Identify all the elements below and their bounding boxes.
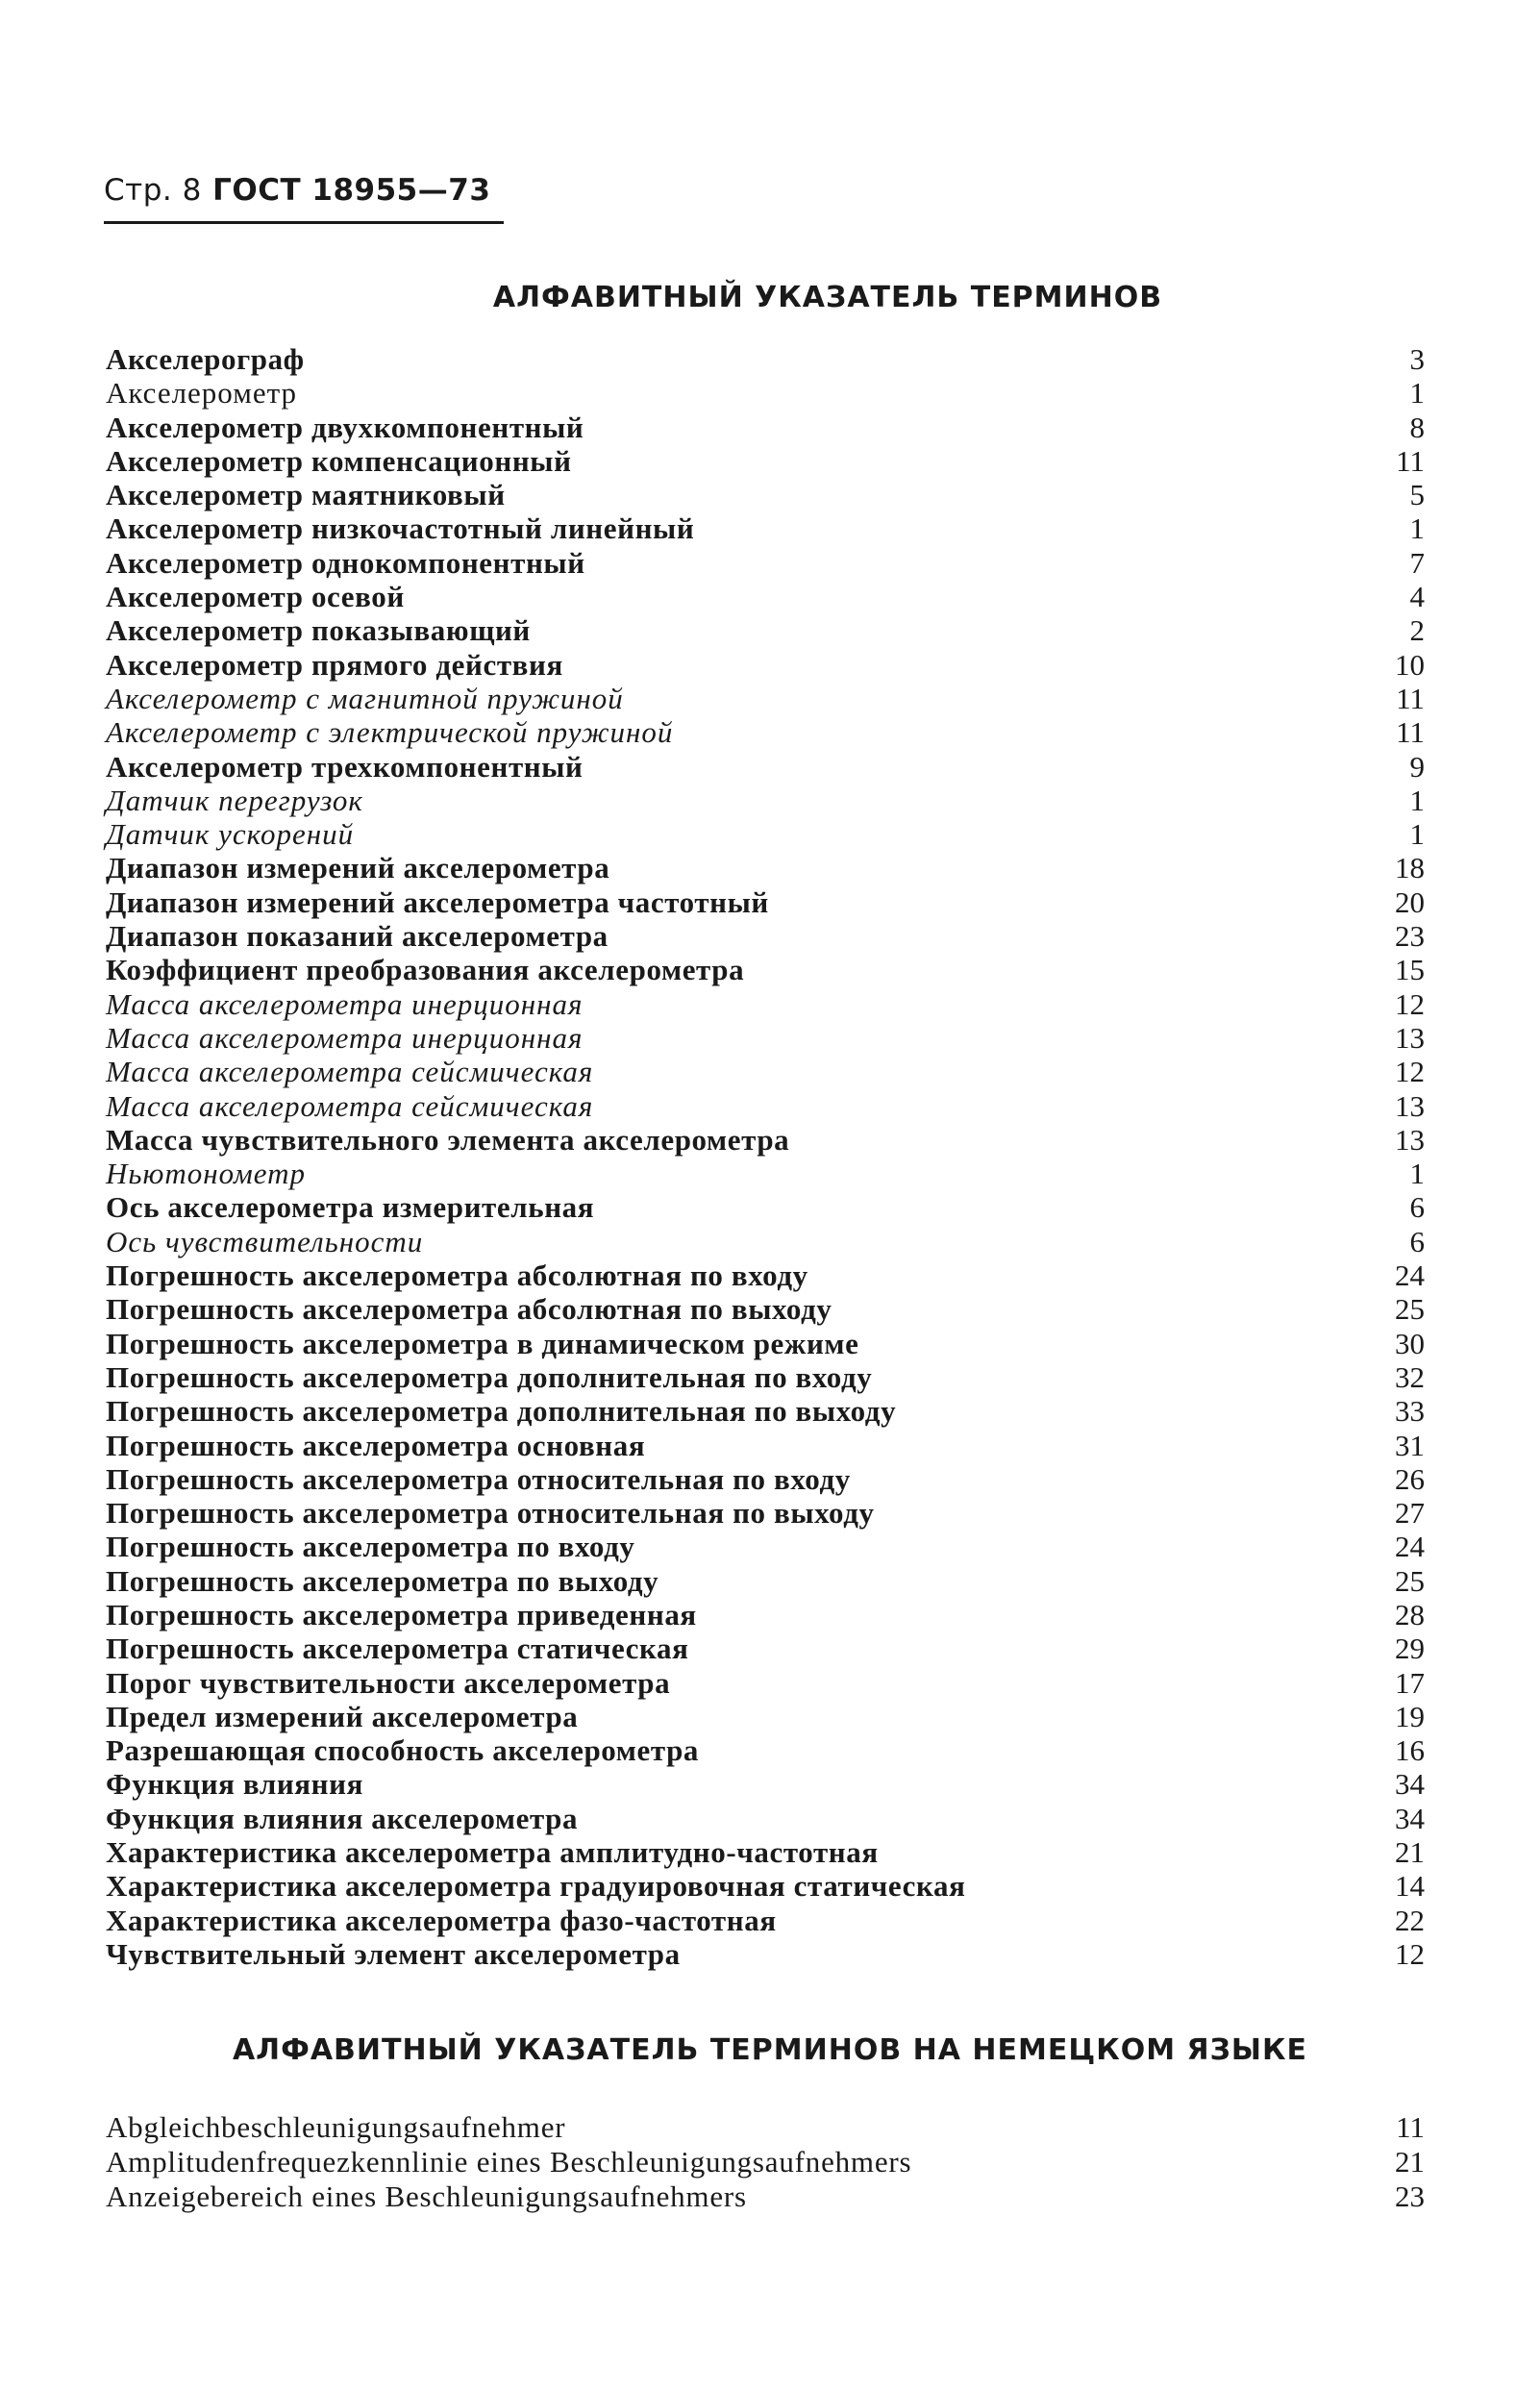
index-entry-number: 10 bbox=[1395, 647, 1425, 682]
index-entry bbox=[106, 1394, 1425, 1428]
index-entry-number: 13 bbox=[1395, 1088, 1425, 1123]
index-entry bbox=[106, 750, 1425, 784]
index-entry-number: 13 bbox=[1395, 1020, 1425, 1055]
index-entry-term: Акселерограф bbox=[106, 342, 305, 376]
index-entry-number: 11 bbox=[1396, 715, 1425, 750]
index-entry bbox=[106, 1157, 1425, 1190]
german-term-index bbox=[106, 2110, 1425, 2214]
index-entry bbox=[106, 1598, 1425, 1631]
index-entry-number: 16 bbox=[1395, 1733, 1425, 1768]
russian-term-index bbox=[106, 342, 1425, 1971]
index-entry-number: 1 bbox=[1409, 783, 1425, 817]
index-entry-number: 34 bbox=[1395, 1767, 1425, 1802]
index-entry-term: Погрешность акселерометра относительная по входу bbox=[106, 1461, 851, 1496]
index-entry-term: Ньютонометр bbox=[106, 1157, 306, 1191]
index-entry bbox=[106, 1869, 1425, 1903]
index-entry-number: 12 bbox=[1395, 1055, 1425, 1089]
index-entry-term: Диапазон показаний акселерометра bbox=[106, 919, 609, 954]
index-entry bbox=[106, 682, 1425, 715]
index-entry-term: Акселерометр однокомпонентный bbox=[106, 545, 585, 580]
section-title-german-index: АЛФАВИТНЫЙ УКАЗАТЕЛЬ ТЕРМИНОВ НА НЕМЕЦКОМ ЯЗЫКЕ bbox=[232, 2033, 1308, 2067]
index-entry bbox=[106, 613, 1425, 647]
index-entry bbox=[106, 1055, 1425, 1088]
page-number-label: Стр. 8 bbox=[104, 173, 202, 208]
index-entry-number: 20 bbox=[1395, 884, 1425, 919]
index-entry-term: Порог чувствительности акселерометра bbox=[106, 1665, 671, 1700]
index-entry bbox=[106, 1937, 1425, 1971]
index-entry-term: Датчик ускорений bbox=[106, 817, 355, 852]
index-entry bbox=[106, 1700, 1425, 1733]
index-entry-term: Характеристика акселерометра амплитудно-частотная bbox=[106, 1835, 879, 1870]
standard-designation: ГОСТ 18955—73 bbox=[212, 173, 491, 208]
index-entry-number: 17 bbox=[1395, 1665, 1425, 1700]
index-entry bbox=[106, 411, 1425, 444]
index-entry-number: 6 bbox=[1409, 1190, 1425, 1225]
index-entry-number: 18 bbox=[1395, 851, 1425, 885]
index-entry-term: Amplitudenfrequezkennlinie eines Beschleunigungsaufnehmers bbox=[106, 2145, 912, 2179]
index-entry bbox=[106, 1904, 1425, 1937]
index-entry-term: Погрешность акселерометра статическая bbox=[106, 1631, 689, 1666]
index-entry-number: 11 bbox=[1396, 681, 1425, 715]
index-entry-number: 1 bbox=[1409, 817, 1425, 852]
index-entry bbox=[106, 1021, 1425, 1055]
index-entry-term: Погрешность акселерометра дополнительная по выходу bbox=[106, 1394, 897, 1429]
index-entry-term: Масса акселерометра сейсмическая bbox=[106, 1055, 594, 1089]
index-entry bbox=[106, 1327, 1425, 1360]
index-entry-term: Датчик перегрузок bbox=[106, 783, 363, 817]
index-entry-number: 23 bbox=[1395, 919, 1425, 954]
index-entry-term: Акселерометр прямого действия bbox=[106, 647, 563, 682]
index-entry-number: 25 bbox=[1395, 1563, 1425, 1598]
index-entry-term: Акселерометр маятниковый bbox=[106, 478, 506, 512]
index-entry bbox=[106, 2110, 1425, 2145]
index-entry bbox=[106, 1089, 1425, 1123]
index-entry-term: Характеристика акселерометра градуировочная статическая bbox=[106, 1869, 966, 1904]
index-entry-term: Акселерометр двухкомпонентный bbox=[106, 410, 584, 444]
section-title-russian-index: АЛФАВИТНЫЙ УКАЗАТЕЛЬ ТЕРМИНОВ bbox=[492, 281, 1163, 314]
index-entry-term: Диапазон измерений акселерометра частотный bbox=[106, 884, 769, 919]
index-entry-term: Акселерометр bbox=[106, 376, 298, 411]
index-entry bbox=[106, 1360, 1425, 1394]
index-entry-term: Диапазон измерений акселерометра bbox=[106, 851, 610, 885]
page-header bbox=[104, 173, 504, 224]
index-entry bbox=[106, 1631, 1425, 1665]
index-entry-term: Погрешность акселерометра абсолютная по выходу bbox=[106, 1292, 832, 1327]
index-entry bbox=[106, 817, 1425, 851]
index-entry-term: Акселерометр трехкомпонентный bbox=[106, 749, 584, 784]
index-entry-number: 31 bbox=[1395, 1428, 1425, 1462]
index-entry bbox=[106, 987, 1425, 1021]
index-entry-term: Anzeigebereich eines Beschleunigungsaufnehmers bbox=[106, 2179, 747, 2213]
index-entry bbox=[106, 1530, 1425, 1563]
index-entry-term: Погрешность акселерометра в динамическом режиме bbox=[106, 1326, 859, 1360]
index-entry-number: 27 bbox=[1395, 1496, 1425, 1531]
index-entry bbox=[106, 784, 1425, 817]
index-entry-number: 28 bbox=[1395, 1597, 1425, 1631]
index-entry-number: 15 bbox=[1395, 953, 1425, 987]
index-entry-term: Масса акселерометра инерционная bbox=[106, 1020, 584, 1055]
index-entry bbox=[106, 648, 1425, 682]
index-entry-number: 13 bbox=[1395, 1122, 1425, 1157]
index-entry-number: 5 bbox=[1409, 478, 1425, 512]
index-entry bbox=[106, 1666, 1425, 1700]
index-entry-number: 4 bbox=[1409, 580, 1425, 614]
index-entry-number: 1 bbox=[1409, 511, 1425, 546]
index-entry-term: Погрешность акселерометра приведенная bbox=[106, 1597, 697, 1631]
index-entry-number: 19 bbox=[1395, 1699, 1425, 1733]
index-entry bbox=[106, 1767, 1425, 1801]
index-entry-term: Разрешающая способность акселерометра bbox=[106, 1733, 700, 1768]
index-entry-number: 6 bbox=[1409, 1224, 1425, 1258]
index-entry bbox=[106, 342, 1425, 376]
index-entry-number: 33 bbox=[1395, 1394, 1425, 1429]
index-entry-number: 8 bbox=[1409, 410, 1425, 444]
index-entry-number: 7 bbox=[1409, 545, 1425, 580]
index-entry-term: Функция влияния акселерометра bbox=[106, 1801, 579, 1835]
index-entry-number: 30 bbox=[1395, 1326, 1425, 1360]
index-entry-term: Акселерометр компенсационный bbox=[106, 443, 572, 478]
index-entry-term: Акселерометр с магнитной пружиной bbox=[106, 681, 624, 715]
index-entry-number: 14 bbox=[1395, 1869, 1425, 1904]
index-entry-number: 12 bbox=[1395, 986, 1425, 1021]
index-entry bbox=[106, 1496, 1425, 1530]
index-entry bbox=[106, 851, 1425, 884]
index-entry-term: Погрешность акселерометра абсолютная по входу bbox=[106, 1258, 808, 1293]
index-entry-term: Акселерометр осевой bbox=[106, 580, 405, 614]
index-entry bbox=[106, 715, 1425, 749]
index-entry bbox=[106, 1733, 1425, 1767]
index-entry-term: Abgleichbeschleunigungsaufnehmer bbox=[106, 2110, 566, 2144]
index-entry bbox=[106, 1292, 1425, 1326]
index-entry-number: 2 bbox=[1409, 613, 1425, 648]
index-entry bbox=[106, 511, 1425, 545]
index-entry-term: Характеристика акселерометра фазо-частотная bbox=[106, 1903, 777, 1937]
index-entry bbox=[106, 1190, 1425, 1224]
index-entry bbox=[106, 919, 1425, 953]
index-entry-number: 1 bbox=[1409, 1157, 1425, 1191]
index-entry-term: Погрешность акселерометра по входу bbox=[106, 1530, 635, 1564]
index-entry bbox=[106, 1564, 1425, 1598]
index-entry-number: 22 bbox=[1395, 1903, 1425, 1937]
index-entry-number: 9 bbox=[1409, 749, 1425, 784]
index-entry bbox=[106, 1225, 1425, 1258]
index-entry-number: 12 bbox=[1395, 1936, 1425, 1971]
index-entry-term: Предел измерений акселерометра bbox=[106, 1699, 579, 1733]
index-entry-number: 21 bbox=[1395, 2145, 1425, 2179]
index-entry-term: Ось чувствительности bbox=[106, 1224, 424, 1258]
index-entry-number: 11 bbox=[1396, 443, 1425, 478]
index-entry bbox=[106, 885, 1425, 919]
index-entry bbox=[106, 2179, 1425, 2214]
index-entry-term: Коэффициент преобразования акселерометра bbox=[106, 953, 745, 987]
index-entry bbox=[106, 444, 1425, 478]
index-entry-term: Погрешность акселерометра по выходу bbox=[106, 1563, 659, 1598]
index-entry-number: 3 bbox=[1409, 342, 1425, 376]
index-entry-term: Масса чувствительного элемента акселерометра bbox=[106, 1122, 790, 1157]
index-entry bbox=[106, 1123, 1425, 1157]
index-entry-term: Погрешность акселерометра основная bbox=[106, 1428, 646, 1462]
index-entry bbox=[106, 478, 1425, 511]
index-entry-term: Погрешность акселерометра дополнительная по входу bbox=[106, 1359, 873, 1394]
index-entry bbox=[106, 546, 1425, 580]
index-entry-number: 29 bbox=[1395, 1631, 1425, 1666]
index-entry-number: 32 bbox=[1395, 1359, 1425, 1394]
index-entry-number: 34 bbox=[1395, 1801, 1425, 1835]
index-entry-number: 25 bbox=[1395, 1292, 1425, 1327]
index-entry-number: 23 bbox=[1395, 2179, 1425, 2213]
index-entry bbox=[106, 376, 1425, 410]
index-entry bbox=[106, 953, 1425, 986]
index-entry bbox=[106, 1258, 1425, 1292]
index-entry bbox=[106, 1429, 1425, 1462]
index-entry-number: 24 bbox=[1395, 1258, 1425, 1293]
index-entry bbox=[106, 580, 1425, 613]
index-entry-term: Функция влияния bbox=[106, 1767, 363, 1802]
index-entry-term: Масса акселерометра инерционная bbox=[106, 986, 584, 1021]
index-entry-term: Чувствительный элемент акселерометра bbox=[106, 1936, 681, 1971]
index-entry-number: 21 bbox=[1395, 1835, 1425, 1870]
index-entry-number: 26 bbox=[1395, 1461, 1425, 1496]
index-entry-term: Ось акселерометра измерительная bbox=[106, 1190, 595, 1225]
index-entry-term: Акселерометр показывающий bbox=[106, 613, 531, 648]
index-entry bbox=[106, 1835, 1425, 1869]
index-entry-number: 24 bbox=[1395, 1530, 1425, 1564]
index-entry-number: 1 bbox=[1409, 376, 1425, 411]
index-entry bbox=[106, 1802, 1425, 1835]
index-entry bbox=[106, 1462, 1425, 1496]
index-entry-number: 11 bbox=[1396, 2110, 1425, 2144]
index-entry-term: Погрешность акселерометра относительная по выходу bbox=[106, 1496, 875, 1531]
index-entry-term: Акселерометр низкочастотный линейный bbox=[106, 511, 695, 546]
index-entry-term: Масса акселерометра сейсмическая bbox=[106, 1088, 594, 1123]
index-entry bbox=[106, 2145, 1425, 2179]
index-entry-term: Акселерометр с электрической пружиной bbox=[106, 715, 674, 750]
